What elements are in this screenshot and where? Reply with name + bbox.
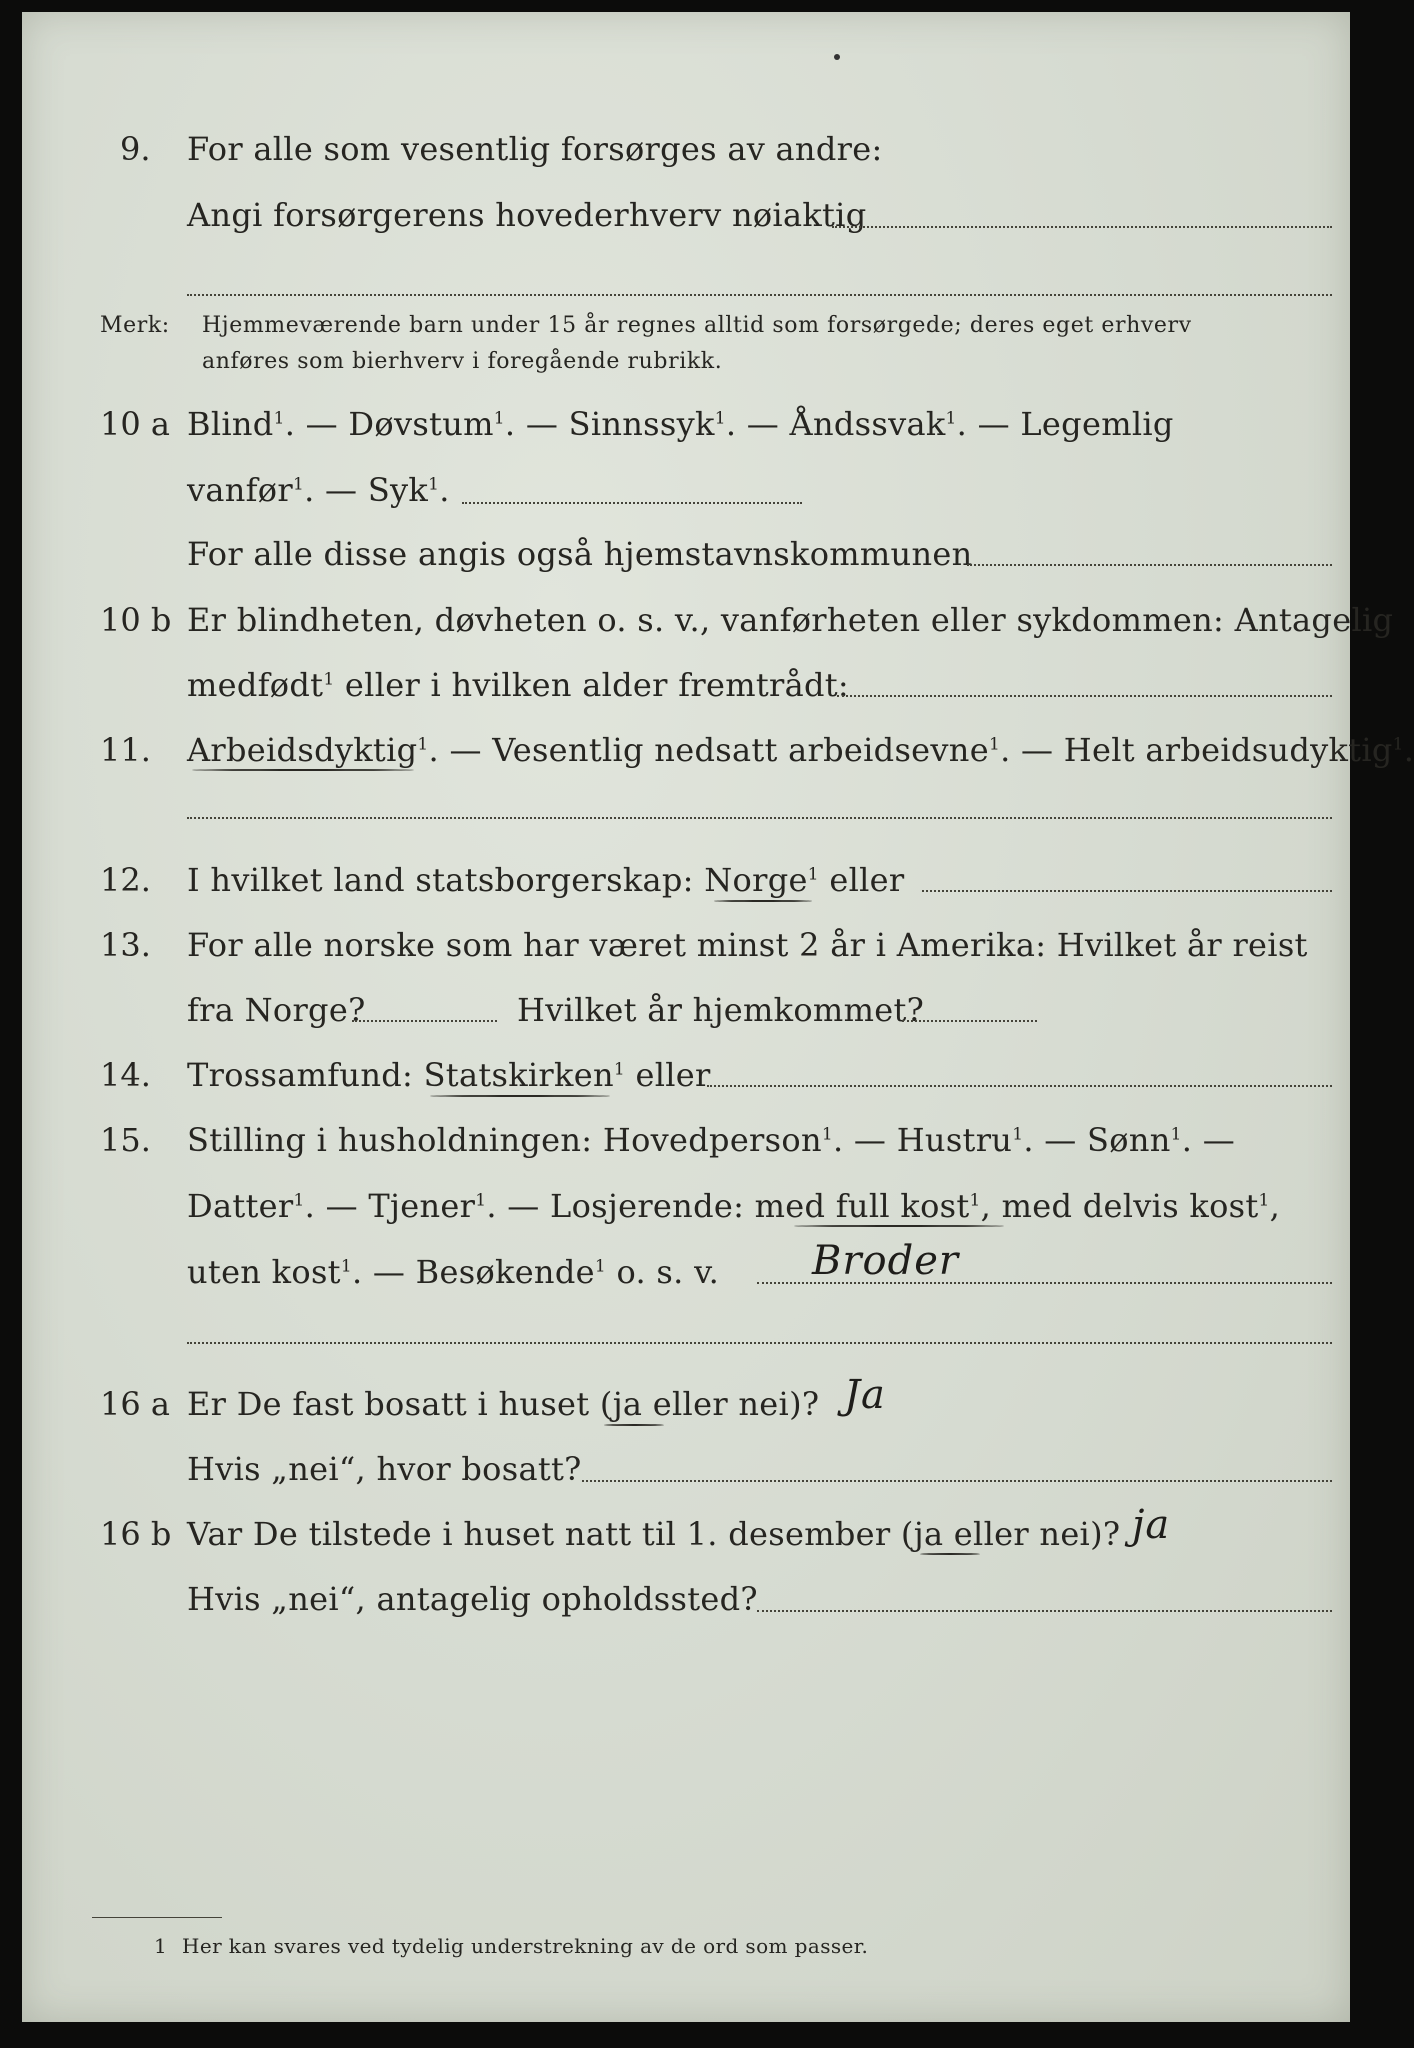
q14-number: 14. xyxy=(100,1056,151,1094)
footnote-ref-mark: 1 xyxy=(1258,1190,1270,1211)
q13-hjemkommet-answer-line[interactable] xyxy=(902,1020,1037,1022)
q10a-number: 10 a xyxy=(100,405,170,443)
q16a-handwritten-answer: Ja xyxy=(844,1372,886,1418)
footnote-ref-mark: 1 xyxy=(714,408,726,429)
footnote-ref-mark: 1 xyxy=(428,474,440,495)
q14-line1: Trossamfund: Statskirken$^1$ eller xyxy=(187,1056,711,1094)
q16b-answer-line[interactable] xyxy=(757,1610,1332,1612)
q16a-underline-mark xyxy=(604,1424,664,1426)
q10a-line1: Blind$^1$. — Døvstum$^1$. — Sinnssyk$^1$. — Åndssvak$^1$. — Legemlig xyxy=(187,405,1174,443)
footnote-ref-mark: 1 xyxy=(1392,734,1404,755)
q9-answer-line-2[interactable] xyxy=(187,294,1332,296)
merk-label: Merk: xyxy=(100,313,170,338)
merk-line1: Hjemmeværende barn under 15 år regnes alltid som forsørgede; deres eget erhverv xyxy=(202,313,1192,338)
q12-answer-line[interactable] xyxy=(922,890,1332,892)
q15-handwritten-answer: Broder xyxy=(812,1238,959,1284)
ink-dot xyxy=(834,54,840,60)
q9-answer-line[interactable] xyxy=(832,226,1332,228)
q16b-line1: Var De tilstede i huset natt til 1. desember (ja eller nei)? xyxy=(187,1515,1121,1553)
q12-underline-mark xyxy=(714,900,812,902)
q13-line2a: fra Norge? xyxy=(187,991,366,1029)
footnote-ref-mark: 1 xyxy=(493,408,505,429)
q13-reist-answer-line[interactable] xyxy=(352,1020,497,1022)
q16b-handwritten-answer: ja xyxy=(1132,1502,1171,1548)
q16a-answer-line[interactable] xyxy=(582,1480,1332,1482)
q11-line1: Arbeidsdyktig$^1$. — Vesentlig nedsatt arbeidsevne$^1$. — Helt arbeidsudyktig$^1$. xyxy=(187,731,1414,769)
q13-line2b: Hvilket år hjemkommet? xyxy=(517,991,925,1029)
q12-line1: I hvilket land statsborgerskap: Norge$^1$ eller xyxy=(187,861,905,899)
q15-line1: Stilling i husholdningen: Hovedperson$^1$. — Hustru$^1$. — Sønn$^1$. — xyxy=(187,1121,1236,1159)
q10b-line2: medfødt$^1$ eller i hvilken alder fremtrådt: xyxy=(187,666,849,704)
q10a-line2: vanfør$^1$. — Syk$^1$. xyxy=(187,471,450,509)
footnote-text: Her kan svares ved tydelig understrekning av de ord som passer. xyxy=(182,1934,869,1958)
q14-answer-line[interactable] xyxy=(707,1085,1332,1087)
footnote-ref-mark: 1 xyxy=(821,1124,833,1145)
q15-answer-line-2[interactable] xyxy=(187,1342,1332,1344)
q16a-number: 16 a xyxy=(100,1385,170,1423)
q15-answer-line[interactable] xyxy=(757,1282,1332,1284)
q10a-syk-answer-line[interactable] xyxy=(462,502,802,504)
footnote-ref-mark: 1 xyxy=(323,669,335,690)
q11-underline-mark xyxy=(192,769,414,771)
q16b-number: 16 b xyxy=(100,1515,172,1553)
footnote-ref-mark: 1 xyxy=(807,864,819,885)
q11-number: 11. xyxy=(100,731,151,769)
merk-line2: anføres som bierhverv i foregående rubrikk. xyxy=(202,349,723,374)
footnote-ref-mark: 1 xyxy=(475,1190,487,1211)
footnote-ref-mark: 1 xyxy=(1012,1124,1024,1145)
footnote-ref-mark: 1 xyxy=(340,1256,352,1277)
q13-number: 13. xyxy=(100,926,151,964)
footnote-ref-mark: 1 xyxy=(1170,1124,1182,1145)
q9-line1: For alle som vesentlig forsørges av andre: xyxy=(187,130,883,168)
q10b-number: 10 b xyxy=(100,601,172,639)
footnote-rule xyxy=(92,1917,222,1918)
q13-line1: For alle norske som har været minst 2 år i Amerika: Hvilket år reist xyxy=(187,926,1308,964)
q14-underline-mark xyxy=(430,1095,610,1097)
footnote-mark: 1 xyxy=(154,1934,168,1958)
footnote-ref-mark: 1 xyxy=(292,474,305,495)
footnote-ref-mark: 1 xyxy=(969,1190,981,1211)
q16a-line1: Er De fast bosatt i huset (ja eller nei)? xyxy=(187,1385,820,1423)
footnote-ref-mark: 1 xyxy=(293,1190,305,1211)
q10b-answer-line[interactable] xyxy=(837,695,1332,697)
q16a-line2: Hvis „nei“, hvor bosatt? xyxy=(187,1450,582,1488)
q15-underline-mark xyxy=(794,1225,1004,1227)
q11-answer-line[interactable] xyxy=(187,817,1332,819)
q10a-kommune-answer-line[interactable] xyxy=(967,564,1332,566)
footnote-ref-mark: 1 xyxy=(273,408,285,429)
footnote-ref-mark: 1 xyxy=(945,408,957,429)
q10a-line3: For alle disse angis også hjemstavnskommunen xyxy=(187,535,973,573)
footnote-ref-mark: 1 xyxy=(988,734,1001,755)
footnote-ref-mark: 1 xyxy=(594,1256,606,1277)
q15-line2: Datter$^1$. — Tjener$^1$. — Losjerende: med full kost$^1$, med delvis kost$^1$, xyxy=(187,1187,1281,1225)
q12-number: 12. xyxy=(100,861,151,899)
q16b-underline-mark xyxy=(920,1553,980,1555)
q15-number: 15. xyxy=(100,1121,151,1159)
q15-line3: uten kost$^1$. — Besøkende$^1$ o. s. v. xyxy=(187,1253,720,1291)
footnote-ref-mark: 1 xyxy=(613,1059,625,1080)
q9-number: 9. xyxy=(120,130,151,168)
census-form-page xyxy=(22,12,1414,2022)
q9-line2: Angi forsørgerens hovederhverv nøiaktig xyxy=(187,196,867,234)
footnote-ref-mark: 1 xyxy=(417,734,429,755)
q10b-line1: Er blindheten, døvheten o. s. v., vanførheten eller sykdommen: Antagelig xyxy=(187,601,1394,639)
q16b-line2: Hvis „nei“, antagelig opholdssted? xyxy=(187,1580,758,1618)
